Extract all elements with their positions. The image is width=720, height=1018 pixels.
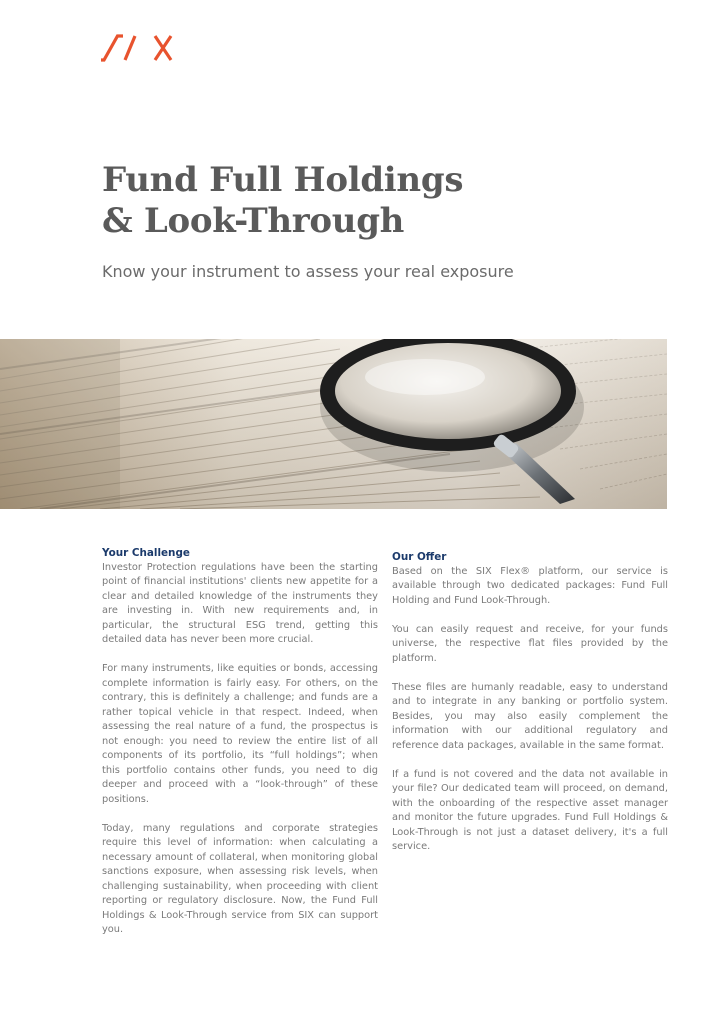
challenge-paragraph: Investor Protection regulations have been the starting point of financial institutions' clients new appetite for a clear and detailed knowledge of the instruments they are investing in. With new requirements and, in particular, the structural ESG trend, getting this detailed data has never been more crucial.: [102, 561, 378, 645]
title-line-2: & Look-Through: [102, 201, 405, 241]
challenge-section: [102, 546, 378, 952]
six-logo: [101, 32, 203, 64]
offer-paragraph: These files are humanly readable, easy to understand and to integrate in any banking or portfolio system. Besides, you may also easily complement the information with our additional regulatory and reference data packages, available in the same format.: [392, 681, 668, 751]
hero-image: [0, 339, 667, 509]
offer-heading: Our Offer: [392, 551, 447, 563]
page-subtitle: Know your instrument to assess your real exposure: [102, 262, 514, 281]
offer-paragraph: You can easily request and receive, for your funds universe, the respective flat files provided by the platform.: [392, 623, 668, 664]
challenge-paragraph: Today, many regulations and corporate strategies require this level of information: when calculating a necessary amount of collateral, when monitoring global sanctions exposure, when assessing risk levels, when challenging sustainability, when proceeding with client reporting or regulatory disclosure. Now, the Fund Full Holdings & Look-Through service from SIX can support you.: [102, 822, 378, 935]
offer-paragraph: If a fund is not covered and the data not available in your file? Our dedicated team will proceed, on demand, with the onboarding of the respective asset manager and monitor the future upgrades. Fund Full Holdings & Look-Through is not just a dataset delivery, it's a full service.: [392, 768, 668, 852]
offer-section: [392, 550, 668, 869]
page-title: [102, 160, 463, 242]
challenge-paragraph: For many instruments, like equities or bonds, accessing complete information is fairly easy. For others, on the contrary, this is definitely a challenge; and funds are a rather topical vehicle in that respect. Indeed, when assessing the real nature of a fund, the prospectus is not enough: you need to review the entire list of all components of its portfolio, its “full holdings”; when this portfolio contains other funds, you need to dig deeper and proceed with a “look-through” of these positions.: [102, 663, 378, 805]
title-line-1: Fund Full Holdings: [102, 160, 464, 200]
magnifying-glass-icon: [0, 339, 667, 509]
challenge-heading: Your Challenge: [102, 547, 190, 559]
offer-paragraph: Based on the SIX Flex® platform, our service is available through two dedicated packages: Fund Full Holding and Fund Look-Through.: [392, 565, 668, 606]
